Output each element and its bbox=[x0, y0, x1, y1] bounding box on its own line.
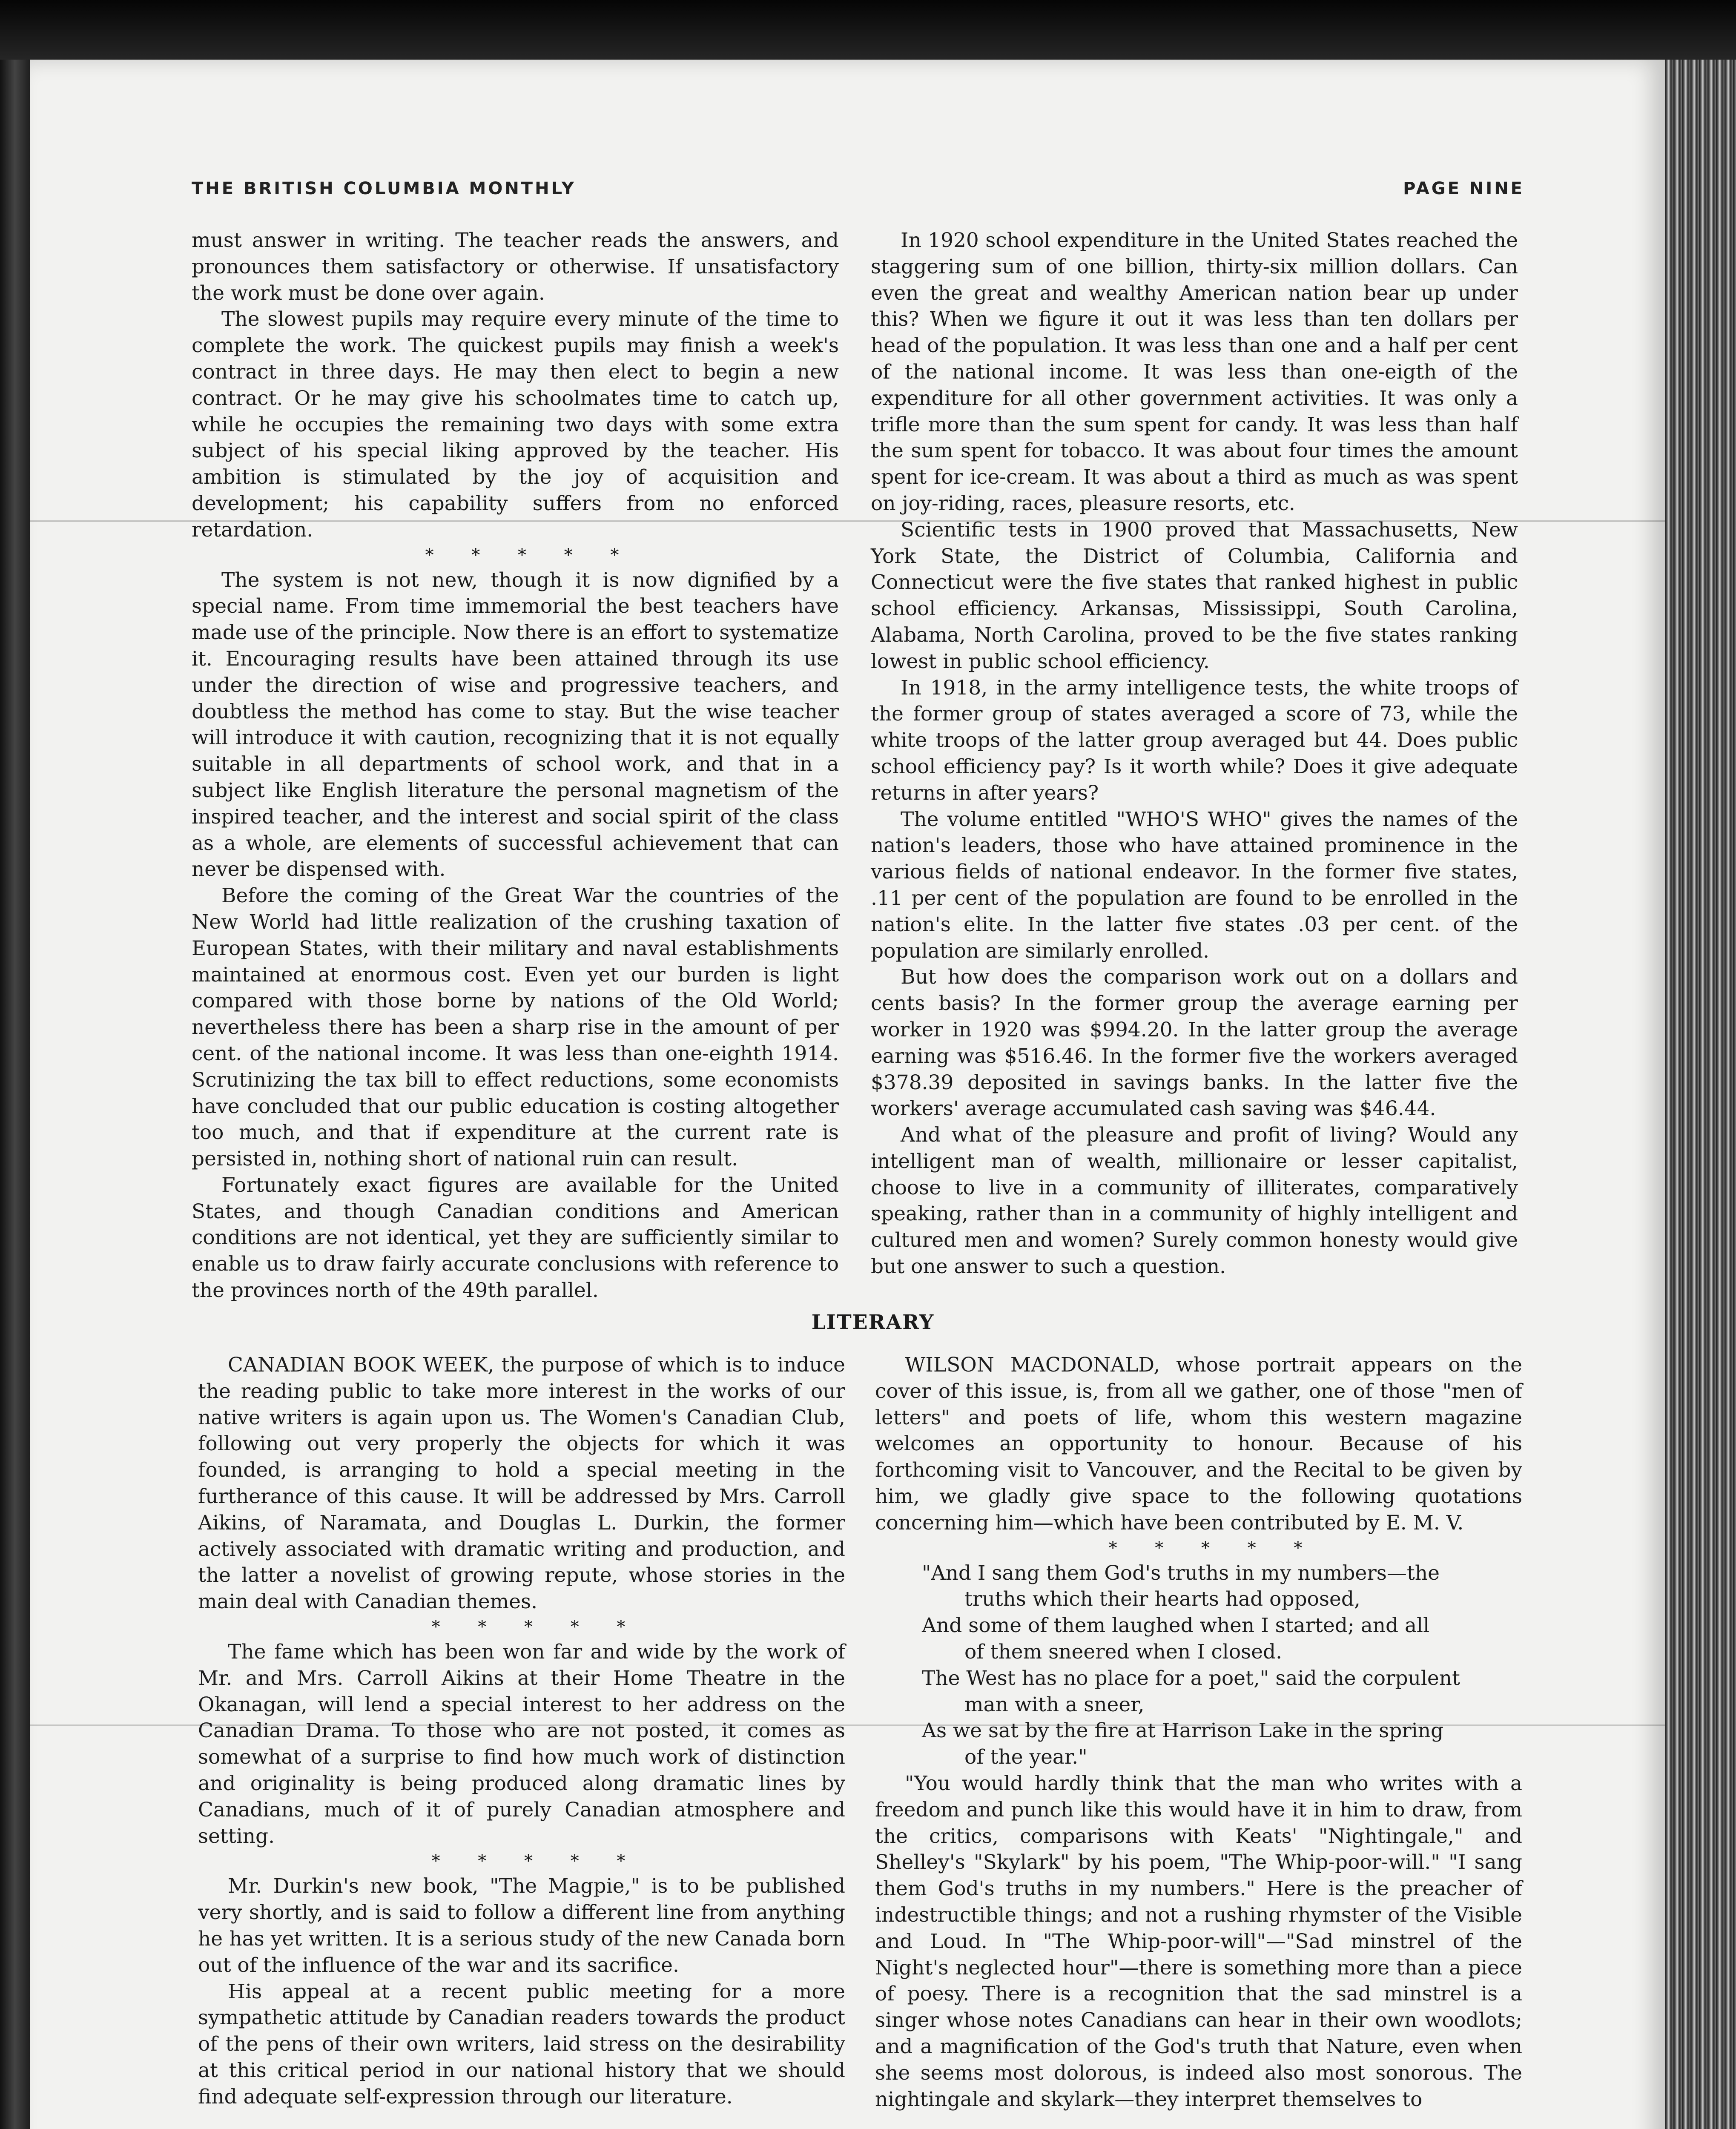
verse-line: "And I sang them God's truths in my numbers—the bbox=[922, 1561, 1440, 1585]
paragraph: The slowest pupils may require every minute of the time to complete the work. The quickest pupils may finish a week's contract in three days. He may then elect to begin a new contract. Or he may give his schoolmates time to catch up, while he occupies the remaining two days with some extra subject of his special liking approved by the teacher. His ambition is stimulated by the joy of acquisition and development; his capability suffers from no enforced retardation. bbox=[192, 307, 839, 542]
section-separator: * * * * * bbox=[1108, 1538, 1319, 1558]
upper-right-column bbox=[871, 227, 1518, 1280]
scan-top-shadow bbox=[0, 0, 1736, 68]
verse-line: The West has no place for a poet," said the corpulent bbox=[922, 1666, 1460, 1690]
verse-line: As we sat by the fire at Harrison Lake in the spring bbox=[922, 1719, 1444, 1743]
section-separator: * * * * * bbox=[431, 1851, 642, 1871]
verse-line: And some of them laughed when I started; and all bbox=[922, 1614, 1430, 1638]
paragraph: Scientific tests in 1900 proved that Massachusetts, New York State, the District of Columbia, California and Connecticut were the five states that ranked highest in public school efficiency. Arkansas, Mississippi, South Carolina, Alabama, North Carolina, proved to be the five states ranking lowest in public school efficiency. bbox=[871, 518, 1518, 673]
verse-line: truths which their hearts had opposed, bbox=[964, 1587, 1360, 1611]
paragraph: must answer in writing. The teacher reads the answers, and pronounces them satisfactory or otherwise. If unsatisfactory the work must be done over again. bbox=[192, 229, 839, 305]
upper-left-column bbox=[192, 227, 839, 1304]
paragraph: In 1920 school expenditure in the United States reached the staggering sum of one billion, thirty-six million dollars. Can even the great and wealthy American nation bear up under this? When we figure it out it was less than ten dollars per head of the population. It was less than one and a half per cent of the national income. It was less than one-eigth of the expenditure for all other government activities. It was only a trifle more than the sum spent for candy. It was less than half the sum spent for tobacco. It was about four times the amount spent for ice-cream. It was about a third as much as was spent on joy-riding, races, pleasure resorts, etc. bbox=[871, 229, 1518, 515]
section-separator: * * * * * bbox=[431, 1617, 642, 1637]
verse-line: of the year." bbox=[964, 1745, 1088, 1769]
paragraph: But how does the comparison work out on a dollars and cents basis? In the former group the average earning per worker in 1920 was $994.20. In the latter group the average earning was $516.46. In the former five the workers averaged $378.39 deposited in savings banks. In the latter five the workers' average accumulated cash saving was $46.44. bbox=[871, 965, 1518, 1121]
lower-left-column bbox=[198, 1352, 845, 2110]
verse-line: of them sneered when I closed. bbox=[964, 1640, 1283, 1664]
paragraph: His appeal at a recent public meeting for a more sympathetic attitude by Canadian readers towards the product of the pens of their own writers, laid stress on the desirability at this critical period in our national history that we should find adequate self-expression through our literature. bbox=[198, 1980, 845, 2109]
paragraph: Fortunately exact figures are available for the United States, and though Canadian conditions and American conditions are not identical, yet they are sufficiently similar to enable us to draw fairly accurate conclusions with reference to the provinces north of the 49th parallel. bbox=[192, 1173, 839, 1303]
lower-right-column bbox=[875, 1352, 1522, 2112]
section-heading-literary: LITERARY bbox=[811, 1311, 935, 1334]
verse-line: man with a sneer, bbox=[964, 1693, 1145, 1716]
running-header-title: THE BRITISH COLUMBIA MONTHLY bbox=[192, 179, 576, 198]
paragraph: The volume entitled "WHO'S WHO" gives the names of the nation's leaders, those who have attained prominence in the various fields of national endeavor. In the former five states, .11 per cent of the population are found to be enrolled in the nation's elite. In the latter five states .03 per cent. of the population are similarly enrolled. bbox=[871, 807, 1518, 963]
paragraph: CANADIAN BOOK WEEK, the purpose of which is to induce the reading public to take more interest in the works of our native writers is again upon us. The Women's Canadian Club, following out very properly the objects for which it was founded, is arranging to hold a special meeting in the furtherance of this cause. It will be addressed by Mrs. Carroll Aikins, of Naramata, and Douglas L. Durkin, the former actively associated with dramatic writing and production, and the latter a novelist of growing repute, whose stories in the main deal with Canadian themes. bbox=[198, 1353, 845, 1614]
paragraph: WILSON MACDONALD, whose portrait appears on the cover of this issue, is, from all we gather, one of those "men of letters" and poets of life, whom this western magazine welcomes an opportunity to honour. Because of his forthcoming visit to Vancouver, and the Recital to be given by him, we gladly give space to the following quotations concerning him—which have been contributed by E. M. V. bbox=[875, 1353, 1522, 1535]
paragraph: The system is not new, though it is now dignified by a special name. From time immemorial the best teachers have made use of the principle. Now there is an effort to systematize it. Encouraging results have been attained through its use under the direction of wise and progressive teachers, and doubtless the method has come to stay. But the wise teacher will introduce it with caution, recognizing that it is not equally suitable in all departments of school work, and that in a subject like English literature the personal magnetism of the inspired teacher, and the interest and social spirit of the class as a whole, are elements of successful achievement that can never be dispensed with. bbox=[192, 568, 839, 881]
left-page-binding bbox=[0, 60, 30, 2129]
section-separator: * * * * * bbox=[425, 545, 635, 565]
paragraph: Before the coming of the Great War the countries of the New World had little realization of the crushing taxation of European States, with their military and naval establishments maintained at enormous cost. Even yet our burden is light compared with those borne by nations of the Old World; nevertheless there has been a sharp rise in the amount of per cent. of the national income. It was less than one-eighth 1914. Scrutinizing the tax bill to effect reductions, some economists have concluded that our public education is costing altogether too much, and that if expenditure at the current rate is persisted in, nothing short of national ruin can result. bbox=[192, 884, 839, 1171]
page-gutter-edges bbox=[1665, 60, 1736, 2129]
paragraph: And what of the pleasure and profit of living? Would any intelligent man of wealth, millionaire or lesser capitalist, choose to live in a community of illiterates, comparatively speaking, rather than in a community of highly intelligent and cultured men and women? Surely common honesty would give but one answer to such a question. bbox=[871, 1123, 1518, 1279]
page-number: PAGE NINE bbox=[1403, 179, 1524, 198]
paragraph: Mr. Durkin's new book, "The Magpie," is to be published very shortly, and is said to follow a different line from anything he has yet written. It is a serious study of the new Canada born out of the influence of the war and its sacrifice. bbox=[198, 1874, 845, 1977]
paragraph: "You would hardly think that the man who writes with a freedom and punch like this would have it in him to draw, from the critics, comparisons with Keats' "Nightingale," and Shelley's "Skylark" by his poem, "The Whip-poor-will." "I sang them God's truths in my numbers." Here is the preacher of indestructible things; and not a rushing rhymster of the Visible and Loud. In "The Whip-poor-will"—"Sad minstrel of the Night's neglected hour"—there is something more than a piece of poesy. There is a recognition that the sad minstrel is a singer whose notes Canadians can hear in their own woodlots; and a magnification of the God's truth that Nature, even when she seems most dolorous, is indeed also most sonorous. The nightingale and skylark—they interpret themselves to bbox=[875, 1771, 1522, 2111]
poem-quotation bbox=[875, 1560, 1522, 1770]
paragraph: The fame which has been won far and wide by the work of Mr. and Mrs. Carroll Aikins at their Home Theatre in the Okanagan, will lend a special interest to her address on the Canadian Drama. To those who are not posted, it comes as somewhat of a surprise to find how much work of distinction and originality is being produced along dramatic lines by Canadians, much of it of purely Canadian atmosphere and setting. bbox=[198, 1640, 845, 1848]
paragraph: In 1918, in the army intelligence tests, the white troops of the former group of states averaged a score of 73, while the white troops of the latter group averaged but 44. Does public school efficiency pay? Is it worth while? Does it give adequate returns in after years? bbox=[871, 676, 1518, 805]
